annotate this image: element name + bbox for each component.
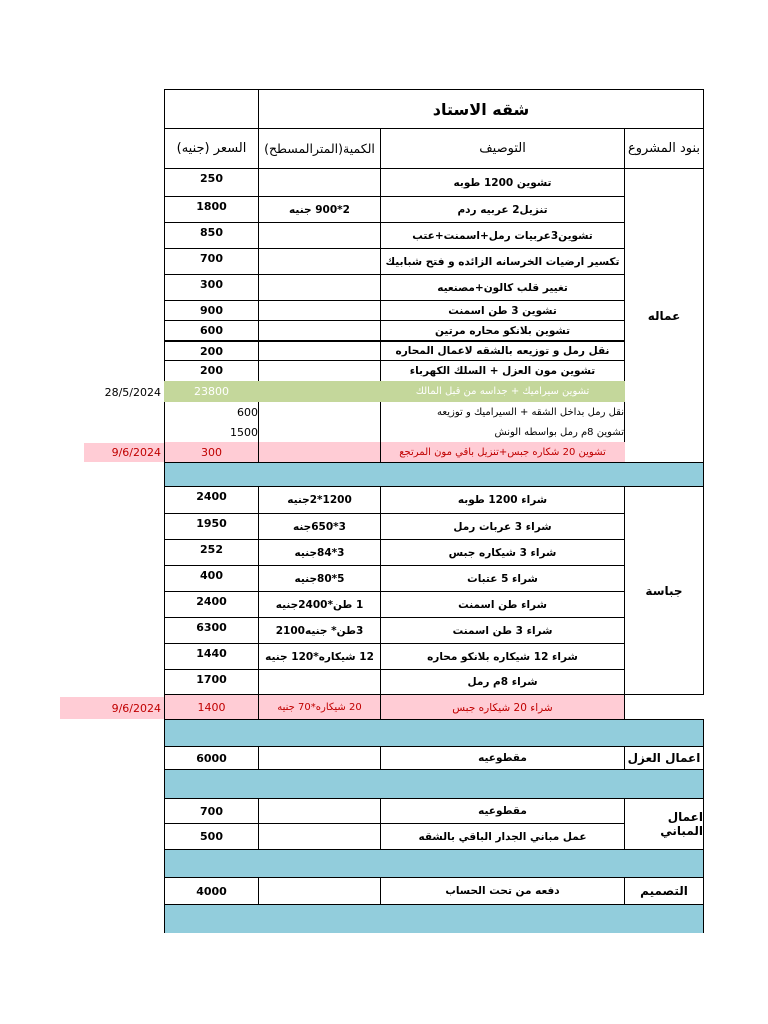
labor-row-desc: تشوين مون العزل + السلك الكهرباء — [380, 360, 625, 382]
section-separator — [164, 769, 704, 799]
masonry-desc: مقطوعيه — [380, 798, 625, 824]
insulation-qty — [258, 746, 381, 770]
masonry-qty — [258, 798, 381, 824]
masonry-qty — [258, 823, 381, 850]
extra-row-price: 600 — [237, 405, 258, 419]
green-row-price: 23800 — [194, 385, 229, 398]
date-label: 28/5/2024 — [104, 386, 161, 399]
labor-row-desc: تشوين3عربيات رمل+اسمنت+عتب — [380, 222, 625, 249]
header-quantity: الكمية(المترالمسطح) — [258, 128, 381, 169]
insulation-price: 6000 — [164, 746, 259, 770]
category-design: التصميم — [624, 877, 704, 905]
labor-row-desc: تشوين 3 طن اسمنت — [380, 300, 625, 321]
pink-row-desc: شراء 20 شيكاره جبس — [452, 701, 553, 714]
labor-row-price: 250 — [164, 168, 259, 197]
pink-row-qty: 20 شيكاره*70 جنيه — [277, 702, 362, 713]
extra-row-desc: تشوين 8م رمل بواسطه الونش — [494, 426, 624, 438]
plaster-row-price: 400 — [164, 565, 259, 592]
labor-row-price: 200 — [164, 360, 259, 382]
date-label: 9/6/2024 — [84, 443, 164, 462]
section-separator — [164, 719, 704, 747]
plaster-row-desc: شراء 12 شيكاره بلانكو محاره — [380, 643, 625, 670]
category-insulation: اعمال العزل — [624, 746, 704, 770]
plaster-row-desc: شراء 3 شيكاره جبس — [380, 539, 625, 566]
pink-row-price: 300 — [201, 445, 222, 459]
labor-row-desc: تشوين بلانكو محاره مرتين — [380, 320, 625, 341]
title-left-blank — [164, 89, 259, 129]
labor-row-price: 700 — [164, 248, 259, 275]
labor-row-desc: تنزيل2 عربيه ردم — [380, 196, 625, 223]
header-category: بنود المشروع — [624, 128, 704, 169]
labor-row-qty — [258, 360, 381, 382]
plaster-row-price: 2400 — [164, 591, 259, 618]
plaster-row-qty: 12 شيكاره*120 جنيه — [258, 643, 381, 670]
masonry-price: 700 — [164, 798, 259, 824]
category-plaster: جباسة — [645, 583, 683, 598]
plaster-row-price: 6300 — [164, 617, 259, 644]
labor-row-qty — [258, 248, 381, 275]
labor-row-price: 300 — [164, 274, 259, 301]
category-labor: عماله — [647, 308, 681, 323]
labor-row-qty — [258, 168, 381, 197]
design-qty — [258, 877, 381, 905]
plaster-row-qty: 1200*2جنيه — [258, 486, 381, 514]
plaster-row-qty: 3*650جنه — [258, 513, 381, 540]
plaster-row-desc: شراء 5 عتبات — [380, 565, 625, 592]
labor-row-qty — [258, 320, 381, 341]
plaster-row-qty: 5*80جنيه — [258, 565, 381, 592]
masonry-price: 500 — [164, 823, 259, 850]
plaster-row-desc: شراء طن اسمنت — [380, 591, 625, 618]
masonry-desc: عمل مباني الجدار الباقي بالشقه — [380, 823, 625, 850]
extra-row-desc: نقل رمل بداخل الشقه + السيراميك و توزيعه — [437, 406, 624, 418]
labor-row-qty: 2*900 جنيه — [258, 196, 381, 223]
section-separator — [164, 462, 704, 487]
green-row-desc: تشوين سيراميك + جداسه من قبل المالك — [415, 386, 590, 397]
plaster-row-qty: 3طن* جنيه2100 — [258, 617, 381, 644]
design-desc: دفعه من تحت الحساب — [380, 877, 625, 905]
plaster-row-price: 252 — [164, 539, 259, 566]
labor-row-price: 200 — [164, 340, 259, 361]
plaster-row-desc: شراء 3 طن اسمنت — [380, 617, 625, 644]
sheet-title: شقه الاستاد — [258, 89, 704, 129]
pink-row-price: 1400 — [197, 701, 226, 714]
labor-category-cell — [624, 168, 704, 463]
labor-row-qty — [258, 222, 381, 249]
design-price: 4000 — [164, 877, 259, 905]
labor-row-qty — [258, 300, 381, 321]
plaster-row-price: 1440 — [164, 643, 259, 670]
plaster-row-price: 1700 — [164, 669, 259, 695]
pink-row-desc: تشوين 20 شكاره جبس+تنزيل باقي مون المرتجع — [399, 446, 606, 458]
section-separator — [164, 849, 704, 878]
plaster-row-desc: شراء 1200 طوبه — [380, 486, 625, 514]
plaster-category-cell — [624, 486, 704, 695]
insulation-desc: مقطوعيه — [380, 746, 625, 770]
extra-row-price: 1500 — [230, 425, 258, 439]
plaster-row-price: 2400 — [164, 486, 259, 514]
labor-row-price: 600 — [164, 320, 259, 341]
plaster-row-desc: شراء 3 عربات رمل — [380, 513, 625, 540]
labor-row-desc: نقل رمل و توزيعه بالشقه لاعمال المحاره — [380, 340, 625, 361]
labor-row-desc: تشوين 1200 طوبه — [380, 168, 625, 197]
plaster-row-qty — [258, 669, 381, 695]
header-description: التوصيف — [380, 128, 625, 169]
header-price: السعر (جنيه) — [164, 128, 259, 169]
plaster-row-desc: شراء 8م رمل — [380, 669, 625, 695]
plaster-row-qty: 1 طن*2400جنيه — [258, 591, 381, 618]
labor-row-desc: تكسير ارضيات الخرسانه الزائده و فتح شبابيك — [380, 248, 625, 275]
labor-row-price: 850 — [164, 222, 259, 249]
labor-row-qty — [258, 340, 381, 361]
labor-row-price: 1800 — [164, 196, 259, 223]
category-masonry: اعمال المباني — [624, 798, 704, 850]
plaster-row-qty: 3*84جنيه — [258, 539, 381, 566]
section-separator — [164, 904, 704, 933]
labor-row-qty — [258, 274, 381, 301]
plaster-row-price: 1950 — [164, 513, 259, 540]
date-label: 9/6/2024 — [60, 697, 164, 719]
labor-row-price: 900 — [164, 300, 259, 321]
labor-row-desc: تغيير قلب كالون+مصنعيه — [380, 274, 625, 301]
